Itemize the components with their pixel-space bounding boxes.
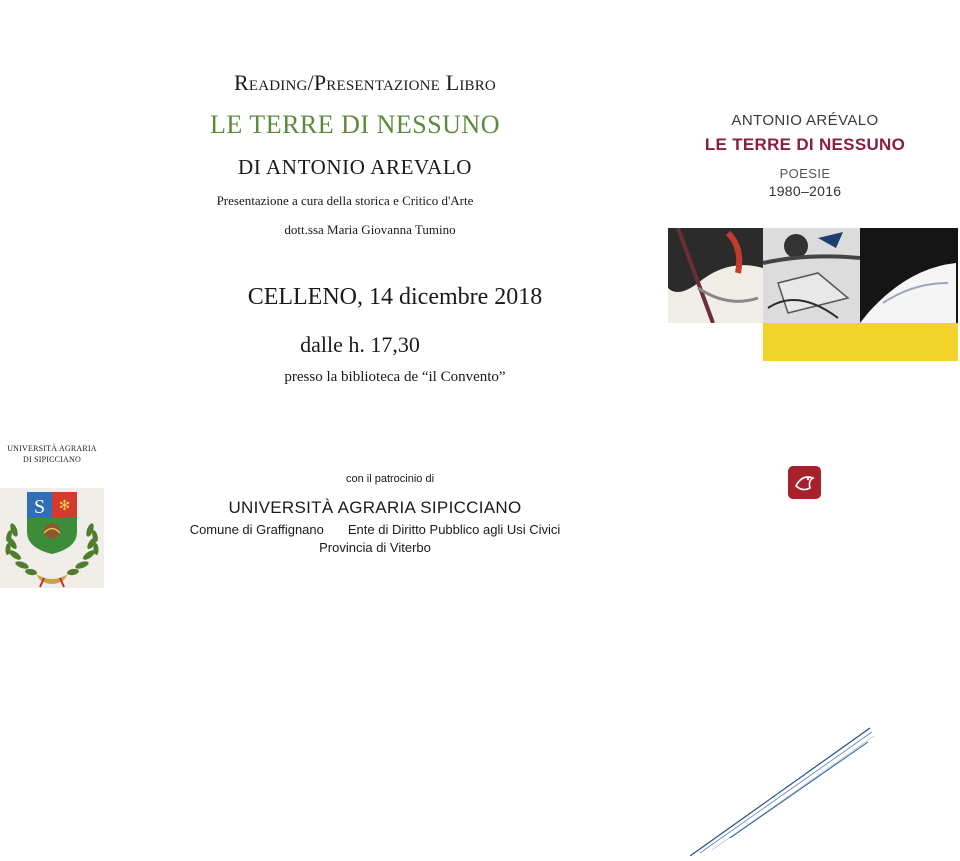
patron-ente: Ente di Diritto Pubblico agli Usi Civici <box>347 522 561 537</box>
patron-sub-line <box>175 522 575 537</box>
university-crest <box>0 488 104 588</box>
patron-main: UNIVERSITÀ AGRARIA SIPICCIANO <box>228 498 522 517</box>
abstract-painting-icon <box>668 228 958 361</box>
cover-artwork <box>668 228 958 361</box>
curated-by-text: Presentazione a cura della storica e Critico d'Arte <box>216 193 474 208</box>
crest-caption <box>0 443 104 465</box>
place-date: CELLENO, 14 dicembre 2018 <box>247 284 543 310</box>
svg-text:S: S <box>33 496 46 518</box>
curator-name: dott.ssa Maria Giovanna Tumino <box>284 222 456 237</box>
event-heading: Reading/Presentazione Libro <box>234 70 496 95</box>
publisher-logo <box>788 466 821 499</box>
event-venue: presso la biblioteca de “il Convento” <box>284 369 506 385</box>
cover-years: 1980–2016 <box>768 183 842 199</box>
crest-emblem-icon <box>0 488 104 588</box>
publisher-logo-icon <box>788 466 821 499</box>
svg-text:✻: ✻ <box>58 497 71 513</box>
cover-title: LE TERRE DI NESSUNO <box>704 135 906 154</box>
decorative-lines <box>690 720 880 856</box>
decorative-stroke-icon <box>690 720 880 856</box>
shield-icon <box>27 492 77 554</box>
patronage-intro: con il patrocinio di <box>345 473 435 485</box>
crest-caption-line2: DI SIPICCIANO <box>23 455 81 464</box>
event-time: dalle h. 17,30 <box>300 332 420 357</box>
crest-caption-line1: UNIVERSITÀ AGRARIA <box>7 444 97 453</box>
cover-author: ANTONIO ARÉVALO <box>731 112 879 129</box>
patron-provincia: Provincia di Viterbo <box>319 540 431 555</box>
cover-genre: POESIE <box>779 166 831 181</box>
patron-comune: Comune di Graffignano <box>189 522 324 537</box>
book-title: LE TERRE DI NESSUNO <box>210 110 500 139</box>
author-line: DI ANTONIO AREVALO <box>237 155 473 179</box>
